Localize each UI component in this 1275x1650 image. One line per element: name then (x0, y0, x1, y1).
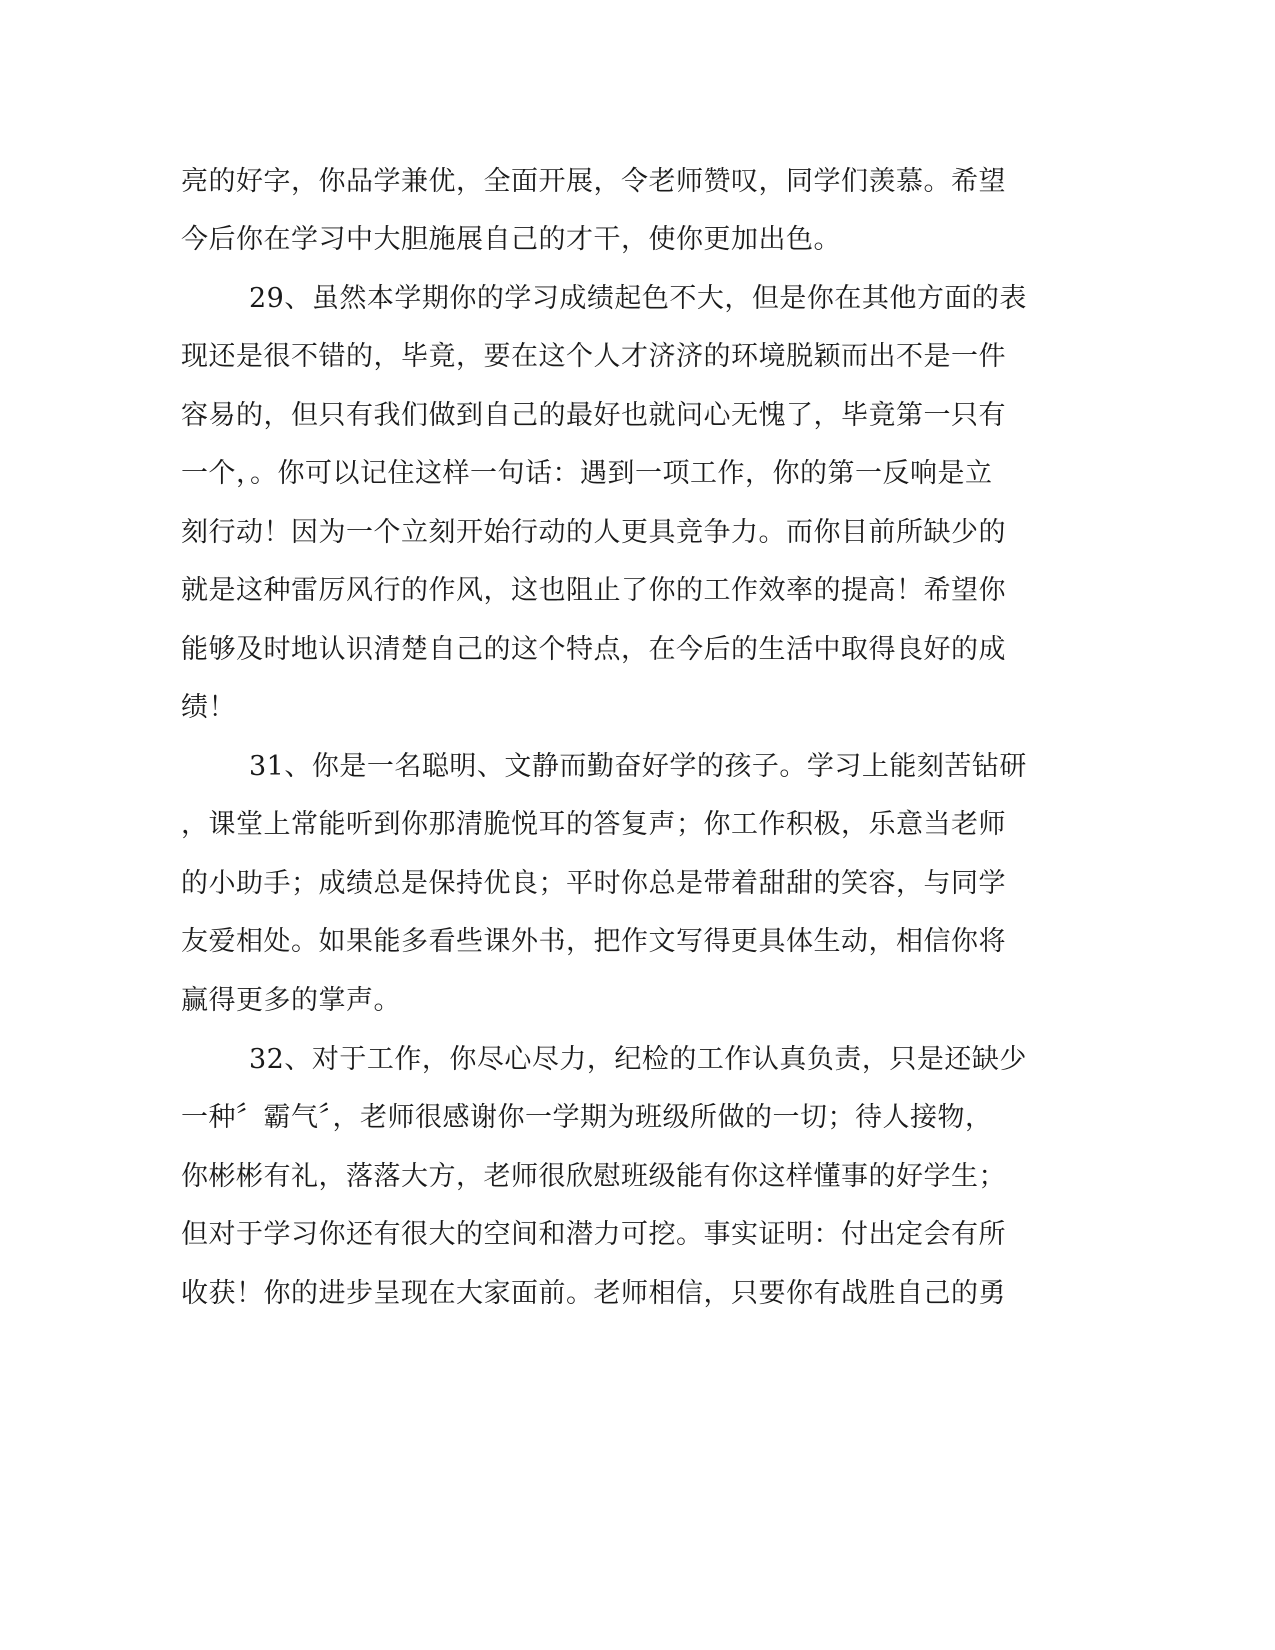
paragraph-29-line-3: 容易的，但只有我们做到自己的最好也就问心无愧了，毕竟第一只有 (181, 400, 1006, 431)
paragraph-29-line-2: 现还是很不错的，毕竟，要在这个人才济济的环境脱颖而出不是一件 (181, 341, 1006, 372)
paragraph-29-line-7: 能够及时地认识清楚自己的这个特点，在今后的生活中取得良好的成 (181, 634, 1006, 665)
paragraph-29-line-5: 刻行动！因为一个立刻开始行动的人更具竞争力。而你目前所缺少的 (181, 517, 1006, 548)
paragraph-29-line-8: 绩！ (181, 692, 236, 723)
paragraph-31-line-3: 的小助手；成绩总是保持优良；平时你总是带着甜甜的笑容，与同学 (181, 868, 1006, 899)
paragraph-31-line-2: ，课堂上常能听到你那清脆悦耳的答复声；你工作积极，乐意当老师 (181, 809, 1006, 840)
paragraph-32-line-2: 一种〞霸气〞，老师很感谢你一学期为班级所做的一切；待人接物， (181, 1102, 993, 1133)
paragraph-32-line-1: 32、对于工作，你尽心尽力，纪检的工作认真负责，只是还缺少 (249, 1044, 1027, 1075)
paragraph-32-line-4: 但对于学习你还有很大的空间和潜力可挖。事实证明：付出定会有所 (181, 1219, 1006, 1250)
paragraph-31-line-5: 赢得更多的掌声。 (181, 985, 401, 1016)
paragraph-29-line-6: 就是这种雷厉风行的作风，这也阻止了你的工作效率的提高！希望你 (181, 575, 1006, 606)
text-line-2: 今后你在学习中大胆施展自己的才干，使你更加出色。 (181, 224, 841, 255)
text-line-1: 亮的好字，你品学兼优，全面开展，令老师赞叹，同学们羡慕。希望 (181, 166, 1006, 197)
paragraph-32-line-5: 收获！你的进步呈现在大家面前。老师相信，只要你有战胜自己的勇 (181, 1278, 1006, 1309)
paragraph-29-line-4: 一个，。你可以记住这样一句话：遇到一项工作，你的第一反响是立 (181, 458, 993, 489)
paragraph-31-line-1: 31、你是一名聪明、文静而勤奋好学的孩子。学习上能刻苦钻研 (249, 751, 1027, 782)
paragraph-32-line-3: 你彬彬有礼，落落大方，老师很欣慰班级能有你这样懂事的好学生； (181, 1161, 1006, 1192)
paragraph-29-line-1: 29、虽然本学期你的学习成绩起色不大，但是你在其他方面的表 (249, 283, 1027, 314)
paragraph-31-line-4: 友爱相处。如果能多看些课外书，把作文写得更具体生动，相信你将 (181, 926, 1006, 957)
